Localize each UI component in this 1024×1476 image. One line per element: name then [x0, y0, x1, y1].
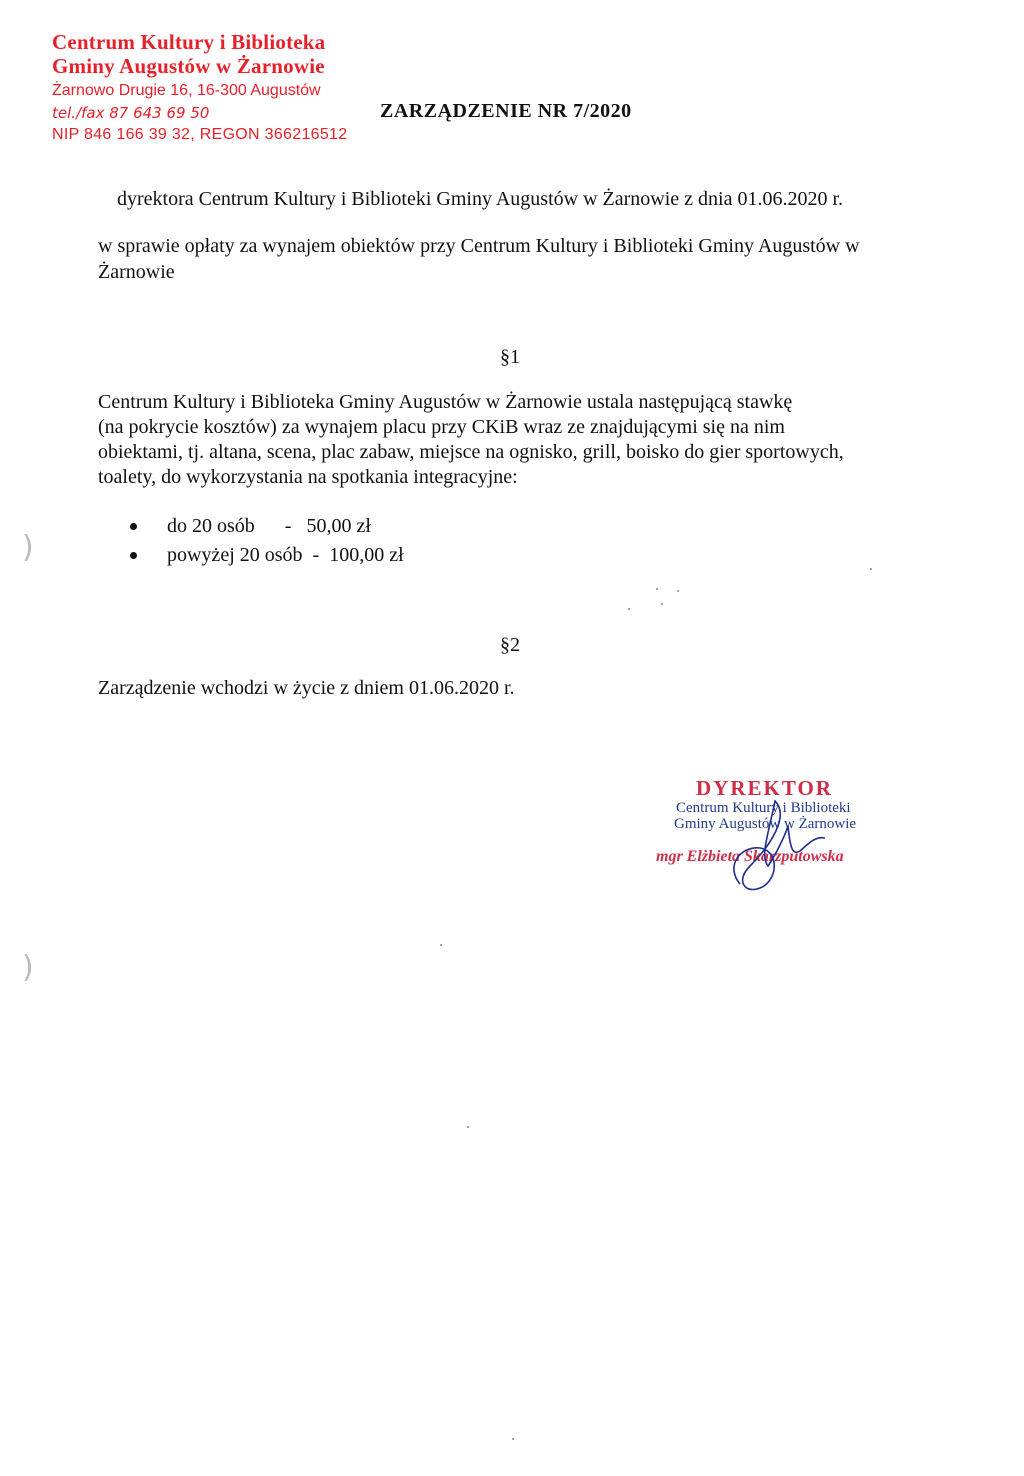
- scan-edge-mark: ): [22, 530, 34, 565]
- signature-org-line2: Gminy Augustów w Żarnowie: [674, 816, 857, 832]
- rate-separator: -: [254, 515, 307, 537]
- letterhead-name-line2: Gminy Augustów w Żarnowie: [52, 54, 325, 78]
- document-subject: w sprawie opłaty za wynajem obiektów przy Centrum Kultury i Biblioteki Gminy Augustów w Żarnowie: [98, 235, 860, 283]
- rate-price: 100,00 zł: [329, 544, 404, 566]
- section-2-mark: §2: [500, 634, 520, 656]
- letterhead-ids: NIP 846 166 39 32, REGON 366216512: [52, 126, 348, 143]
- bullet-icon: [130, 552, 137, 559]
- rate-item: [120, 541, 404, 570]
- section-1-line: toalety, do wykorzystania na spotkania integracyjne:: [98, 466, 518, 488]
- signature-name: mgr Elżbieta Skarzputowska: [656, 848, 844, 865]
- letterhead-address: Żarnowo Drugie 16, 16-300 Augustów: [52, 82, 321, 99]
- signature-title: DYREKTOR: [696, 776, 833, 800]
- document-issuer: dyrektora Centrum Kultury i Biblioteki Gminy Augustów w Żarnowie z dnia 01.06.2020 r.: [117, 188, 844, 210]
- letterhead-stamp: [52, 30, 347, 146]
- letterhead-phone: tel./fax 87 643 69 50: [52, 104, 210, 122]
- rate-separator: -: [302, 544, 330, 566]
- document-title: ZARZĄDZENIE NR 7/2020: [380, 100, 632, 122]
- rate-group: powyżej 20 osób: [167, 544, 303, 566]
- section-1-line: (na pokrycie kosztów) za wynajem placu przy CKiB wraz ze znajdującymi się na nim: [98, 416, 785, 438]
- handwritten-signature-icon: [730, 796, 830, 896]
- bullet-icon: [130, 523, 137, 530]
- section-1-text: [98, 390, 938, 490]
- section-2-text: Zarządzenie wchodzi w życie z dniem 01.06.2020 r.: [98, 677, 515, 699]
- rate-item: [120, 512, 404, 541]
- section-1-line: Centrum Kultury i Biblioteka Gminy Augustów w Żarnowie ustala następującą stawkę: [98, 391, 793, 413]
- section-1-line: obiektami, tj. altana, scena, plac zabaw, miejsce na ognisko, grill, boisko do gier sportowych,: [98, 441, 844, 463]
- rate-list: [120, 512, 404, 570]
- signature-org-line1: Centrum Kultury i Biblioteki: [676, 800, 851, 816]
- letterhead-name-line1: Centrum Kultury i Biblioteka: [52, 30, 326, 54]
- section-1-mark: §1: [500, 346, 520, 368]
- rate-price: 50,00 zł: [306, 515, 371, 537]
- rate-group: do 20 osób: [167, 515, 255, 537]
- scan-edge-mark: ): [22, 950, 34, 985]
